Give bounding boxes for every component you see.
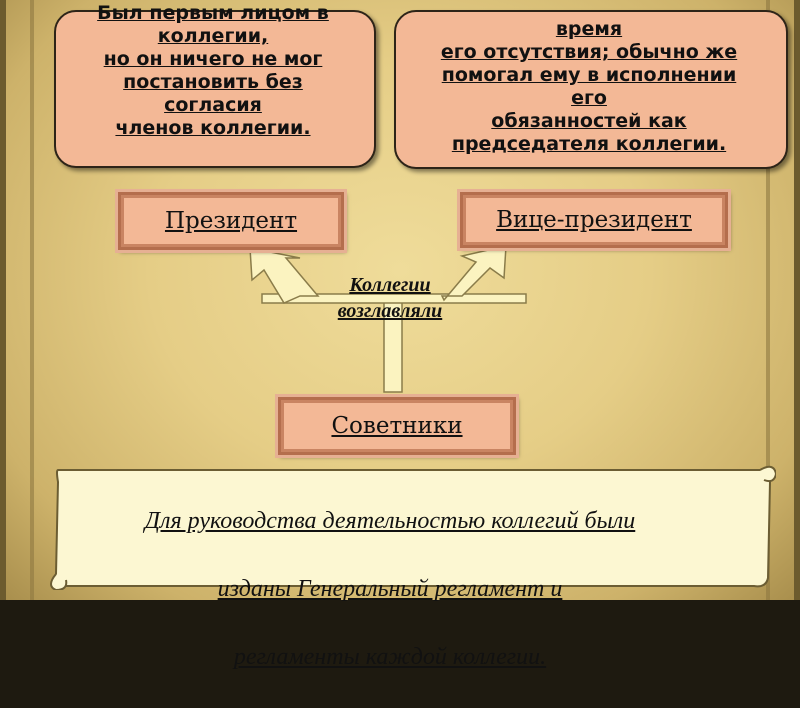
vice-president-box: Вице-президент [460, 192, 728, 248]
footer-line-1: Для руководства деятельностью коллегий были [144, 508, 636, 534]
president-note-text: Был первым лицом в коллегии, но он ничего не мог постановить без согласия членов коллегии. [97, 2, 329, 139]
footer-line-2: изданы Генеральный регламент и [217, 576, 563, 602]
footer-note [70, 470, 710, 708]
advisors-box: Советники [278, 397, 516, 455]
footer-line-3: регламенты каждой коллегии. [233, 644, 547, 670]
vice-president-note-text: время его отсутствия; обычно же помогал ему в исполнении его обязанностей как председателя коллегии. [440, 18, 738, 155]
connector-label: Коллегии возглавляли [337, 274, 443, 322]
president-box: Президент [118, 192, 344, 250]
